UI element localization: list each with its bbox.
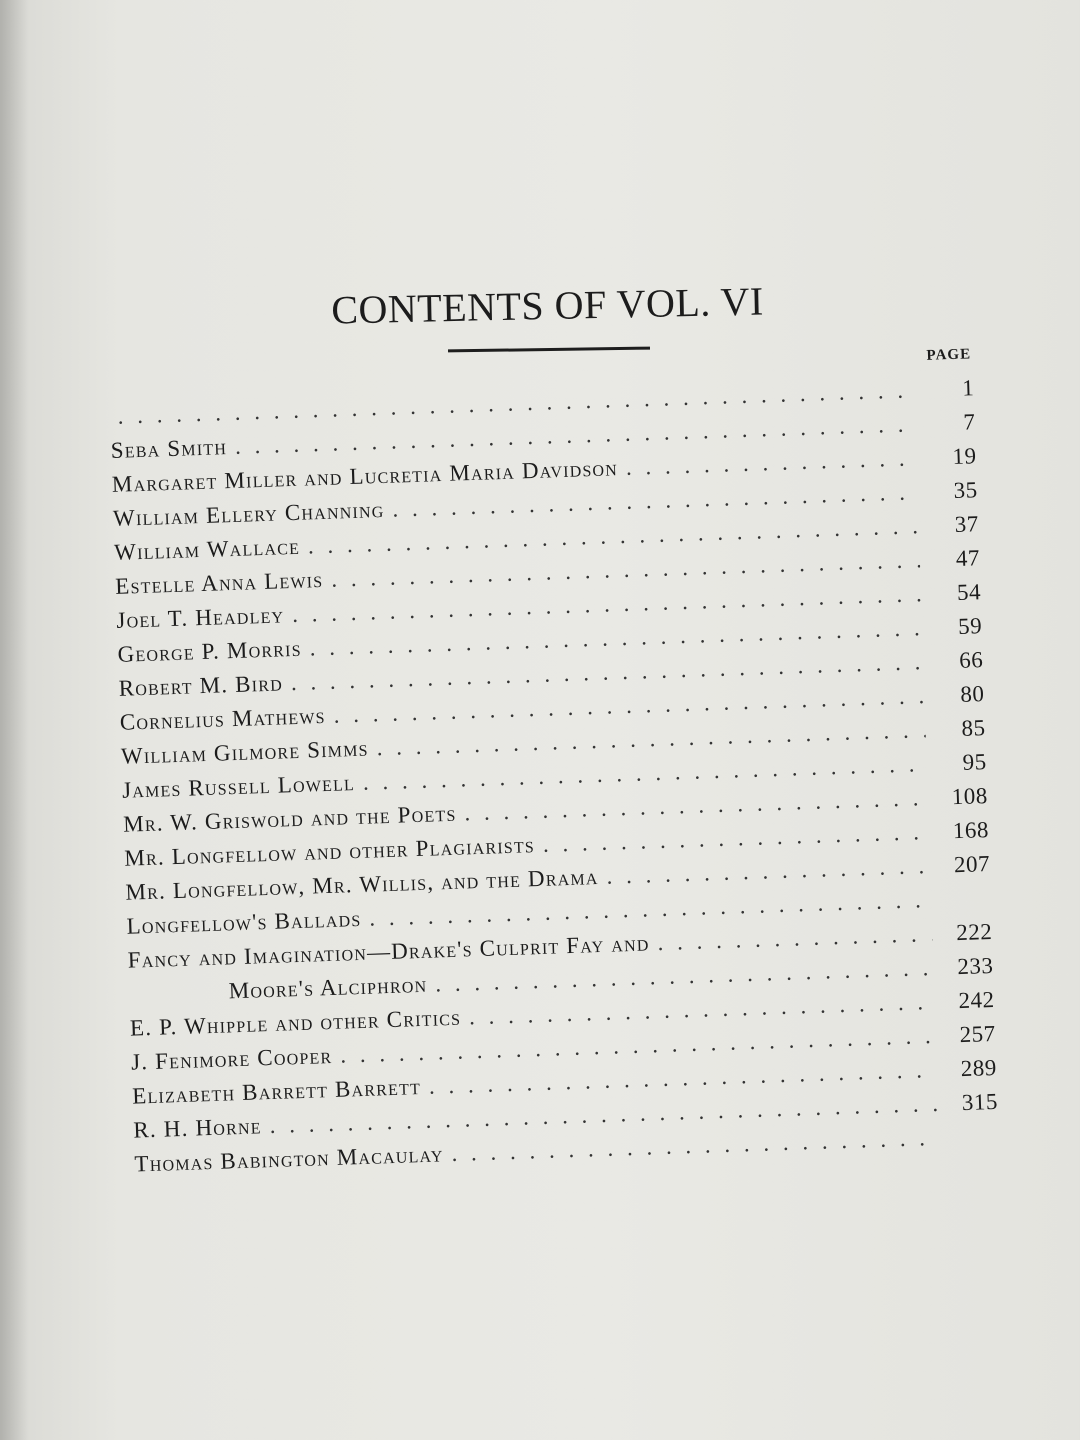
toc-entry-page: 54 [956, 579, 982, 605]
toc-entry-title: R. H. Horne [132, 1113, 263, 1143]
toc-entry-page: 66 [958, 647, 984, 673]
page-title: CONTENTS OF VOL. VI [330, 278, 765, 333]
toc-entry-title: James Russell Lowell [121, 770, 356, 803]
toc-entry-page [947, 1143, 999, 1145]
toc-entry-title: J. Fenimore Cooper [130, 1042, 333, 1075]
toc-entry-page: 7 [962, 409, 976, 435]
toc-entry-page: 59 [957, 613, 983, 639]
toc-entry-page: 35 [953, 477, 978, 504]
toc-entry-title: Mr. Longfellow and other Plagiarists [123, 832, 536, 871]
page-column-header: PAGE [926, 346, 972, 364]
toc-entry-title: Seba Smith [110, 434, 228, 463]
toc-entry-page: 108 [951, 783, 989, 810]
toc-entry-title: William Gilmore Simms [120, 735, 370, 769]
table-of-contents [108, 337, 1000, 1181]
toc-entry-page: 47 [955, 545, 981, 571]
toc-entry-title: Thomas Babington Macaulay [134, 1141, 444, 1177]
toc-entry-title: Fancy and Imagination—Drake's Culprit Fay and [127, 930, 650, 973]
toc-entry-page: 257 [959, 1020, 997, 1048]
toc-entry-page: 168 [952, 817, 990, 844]
toc-entry-title: Robert M. Bird [118, 670, 284, 701]
toc-entry-title: Mr. W. Griswold and the Poets [122, 800, 457, 837]
toc-entry-title: E. P. Whipple and other Critics [129, 1004, 462, 1041]
toc-entry-page: 37 [954, 511, 980, 538]
toc-entry-title: Longfellow's Ballads [126, 905, 362, 939]
toc-entry-page: 315 [961, 1088, 999, 1116]
toc-entry-title: Mr. Longfellow, Mr. Willis, and the Drama [125, 864, 599, 905]
toc-entry-page: 222 [955, 919, 993, 946]
toc-entry-page: 1 [961, 375, 975, 401]
toc-entry-page: 242 [958, 986, 995, 1014]
toc-entry-page: 289 [960, 1054, 998, 1082]
toc-entry-title: Elizabeth Barrett Barrett [131, 1074, 422, 1109]
toc-entry-page: 80 [959, 681, 985, 707]
toc-entry-page [939, 905, 991, 907]
toc-entry-title: Joel T. Headley [116, 602, 285, 633]
toc-entry-title: William Wallace [113, 533, 301, 565]
toc-entry-title: Cornelius Mathews [119, 702, 327, 735]
page-gutter-shadow [0, 0, 28, 1440]
toc-entry-title: George P. Morris [117, 635, 303, 667]
toc-entry-page: 207 [953, 851, 991, 878]
toc-entry-title: William Ellery Channing [112, 496, 385, 531]
toc-entry-page: 95 [962, 749, 988, 775]
toc-entry-title: Moore's Alciphron [228, 971, 428, 1004]
toc-entry-page: 233 [956, 952, 994, 980]
toc-entry-title: Estelle Anna Lewis [114, 566, 324, 599]
toc-entry-page: 85 [961, 715, 986, 741]
toc-entry-title: Margaret Miller and Lucretia Maria Davidson [111, 455, 619, 497]
toc-entry-page: 19 [952, 443, 977, 470]
